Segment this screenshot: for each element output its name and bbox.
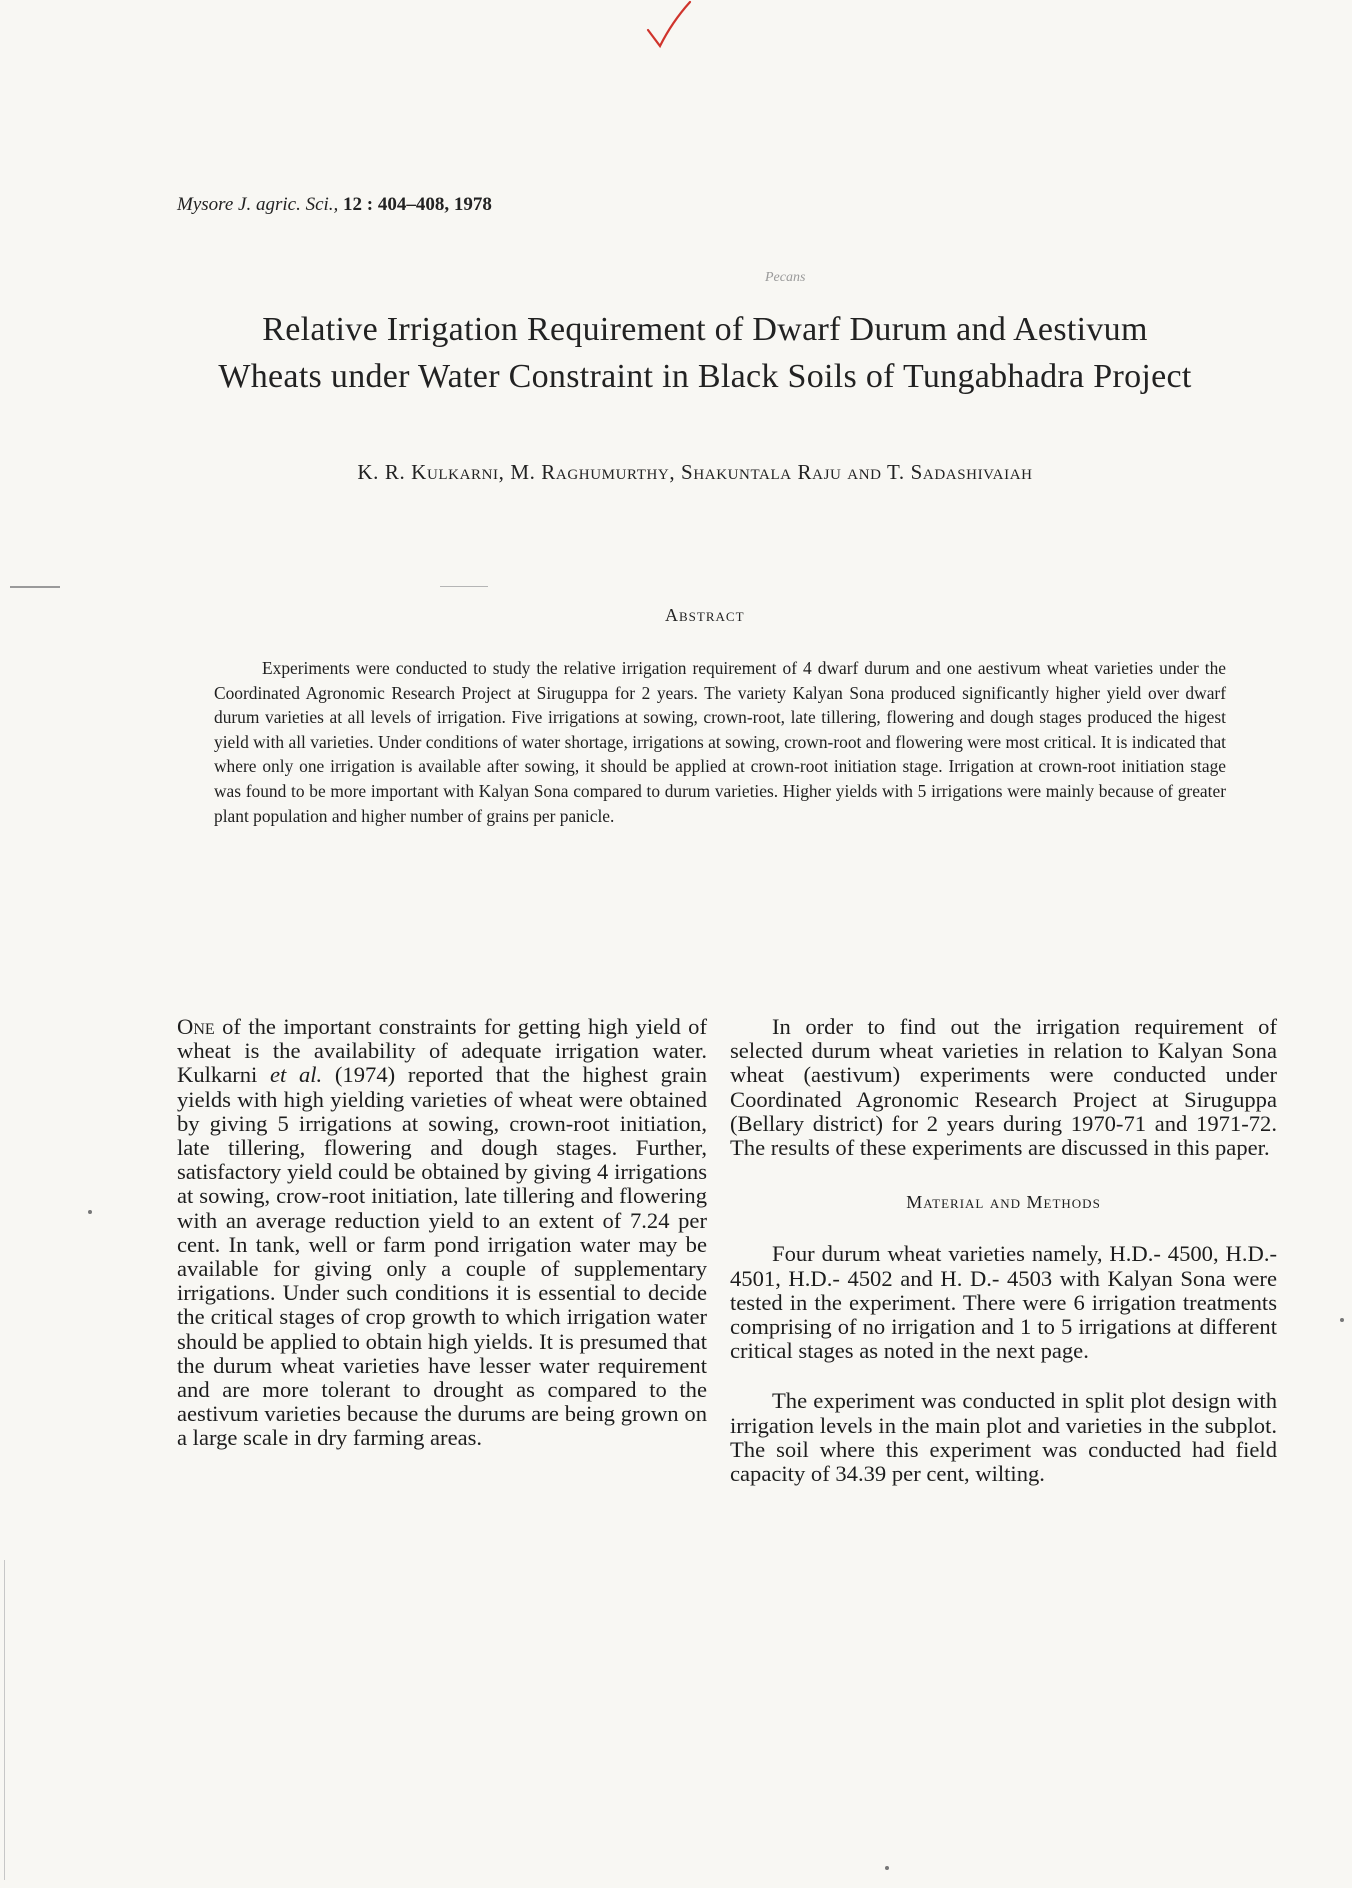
objective-paragraph: In order to find out the irrigation requirement of selected durum wheat varieties in relation to Kalyan Sona wheat (aestivum) experiments were conducted under Coordinated Agronomic Research Project at Siruguppa (Bellary district) for 2 years during 1970-71 and 1971-72. The results of these experiments are discussed in this paper. <box>730 1014 1277 1161</box>
pencil-annotation: Pecans <box>765 270 806 285</box>
right-column <box>730 1015 1277 1486</box>
intro-citation-etal: et al. <box>270 1062 323 1088</box>
intro-text-part-2: (1974) reported that the highest grain yields with high yielding varieties of wheat were obtained by giving 5 irrigations at sowing, crown-root initiation, late tillering, flowering and dough stages. Further, satisfactory yield could be obtained by giving 4 irrigations at sowing, crow-root initiation, late tillering and flowering with an average reduction yield to an extent of 7.24 per cent. In tank, well or farm pond irrigation water may be available for giving only a couple of supplementary irrigations. Under such conditions it is essential to decide the critical stages of crop growth to which irrigation water should be applied to obtain high yields. It is presumed that the durum wheat varieties have lesser water requirement and are more tolerant to drought as compared to the aestivum varieties because the durums are being grown on a large scale in dry farming areas. <box>177 1062 707 1451</box>
scan-speck <box>885 1866 889 1870</box>
scan-mark <box>440 586 488 587</box>
section-heading-methods: Material and Methods <box>906 1192 1101 1213</box>
title-line-2: Wheats under Water Constraint in Black Soils of Tungabhadra Project <box>218 358 1192 395</box>
journal-name: Mysore J. agric. Sci., <box>177 194 339 215</box>
lead-word: One <box>177 1014 215 1039</box>
title-line-1: Relative Irrigation Requirement of Dwarf Durum and Aestivum <box>262 311 1148 348</box>
abstract-text: Experiments were conducted to study the relative irrigation requirement of 4 dwarf durum and one aestivum wheat varieties under the Coordinated Agronomic Research Project at Siruguppa for 2 years. The variety Kalyan Sona produced significantly higher yield over dwarf durum varieties at all levels of irrigation. Five irrigations at sowing, crown-root, late tillering, flowering and dough stages produced the higest yield with all varieties. Under conditions of water shortage, irrigations at sowing, crown-root and flowering were most critical. It is indicated that where only one irrigation is available after sowing, it should be applied at crown-root initiation stage. Irrigation at crown-root initiation stage was found to be more important with Kalyan Sona compared to durum varieties. Higher yields with 5 irrigations were mainly because of greater plant population and higher number of grains per panicle. <box>214 658 1226 826</box>
left-column <box>177 1015 707 1451</box>
scan-speck <box>88 1210 92 1214</box>
intro-paragraph <box>177 1015 707 1451</box>
volume-pages-year: 12 : 404–408, 1978 <box>343 194 492 215</box>
scan-edge-line <box>4 1560 5 1880</box>
methods-paragraph-1: Four durum wheat varieties namely, H.D.- 4500, H.D.- 4501, H.D.- 4502 and H. D.- 4503 with Kalyan Sona were tested in the experiment. There were 6 irrigation treatments comprising of no irrigation and 1 to 5 irrigations at different critical stages as noted in the next page. <box>730 1241 1277 1364</box>
intro-text-part-1: of the important constraints for getting high yield of wheat is the availability of adequate irrigation water. Kulkarni <box>177 1014 707 1088</box>
methods-paragraph-2: The experiment was conducted in split plot design with irrigation levels in the main plot and varieties in the subplot. The soil where this experiment was conducted had field capacity of 34.39 per cent, wilting. <box>730 1388 1277 1487</box>
handwritten-checkmark-icon <box>640 0 700 60</box>
paper-title <box>150 306 1260 400</box>
abstract-heading: Abstract <box>665 605 745 625</box>
author-list: K. R. Kulkarni, M. Raghumurthy, Shakuntala Raju and T. Sadashivaiah <box>357 460 1033 484</box>
scan-mark <box>10 586 60 588</box>
journal-citation <box>177 194 492 216</box>
scan-speck <box>1340 1318 1344 1322</box>
